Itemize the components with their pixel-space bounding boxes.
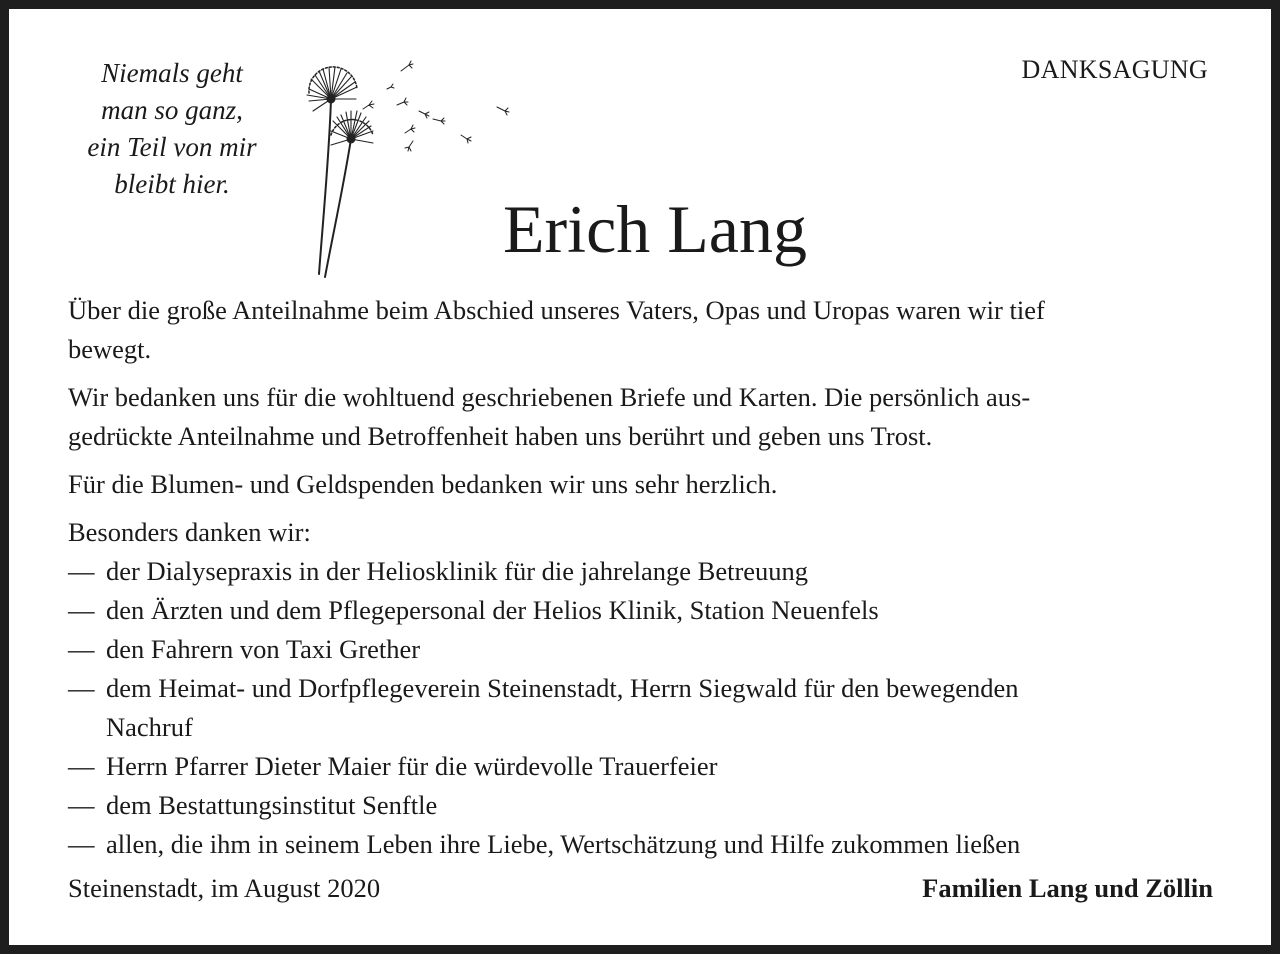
paragraph <box>68 465 1230 504</box>
deceased-name: Erich Lang <box>503 191 807 267</box>
dash-bullet: — <box>68 790 95 820</box>
paragraph-line: Über die große Anteilnahme beim Abschied unseres Vaters, Opas und Uropas waren wir tief <box>68 295 1045 325</box>
paragraph-line: bewegt. <box>68 334 152 364</box>
signature: Familien Lang und Zöllin <box>922 873 1213 903</box>
paragraph-line: Für die Blumen- und Geldspenden bedanken wir uns sehr herzlich. <box>68 469 778 499</box>
list-item-text: den Ärzten und dem Pflegepersonal der Helios Klinik, Station Neuenfels <box>106 595 879 625</box>
place-date: Steinenstadt, im August 2020 <box>68 873 381 903</box>
poem-line: man so ganz, <box>101 95 243 125</box>
list-item-text: dem Bestattungsinstitut Senftle <box>106 790 438 820</box>
list-item <box>68 786 1230 825</box>
list-item-continuation: Nachruf <box>106 712 193 742</box>
paragraph <box>68 378 1230 456</box>
list-item <box>68 669 1230 747</box>
list-item <box>68 747 1230 786</box>
paragraph-line: gedrückte Anteilnahme und Betroffenheit haben uns berührt und geben uns Trost. <box>68 421 933 451</box>
paragraph-line: Wir bedanken uns für die wohltuend geschriebenen Briefe und Karten. Die persönlich aus- <box>68 382 1031 412</box>
poem <box>61 55 283 203</box>
list-item-text: den Fahrern von Taxi Grether <box>106 634 421 664</box>
list-item <box>68 630 1230 669</box>
notice-body <box>68 291 1230 864</box>
list-item <box>68 552 1230 591</box>
list-item <box>68 591 1230 630</box>
list-item <box>68 825 1230 864</box>
thanks-intro: Besonders danken wir: <box>68 517 311 547</box>
list-item-text: Herrn Pfarrer Dieter Maier für die würdevolle Trauerfeier <box>106 751 718 781</box>
thanks-list <box>68 552 1230 864</box>
dash-bullet: — <box>68 595 95 625</box>
poem-line: bleibt hier. <box>114 169 230 199</box>
list-item-text: dem Heimat- und Dorfpflegeverein Steinenstadt, Herrn Siegwald für den bewegenden <box>106 673 1019 703</box>
notice-heading: DANKSAGUNG <box>1021 55 1208 84</box>
list-item-text: der Dialysepraxis in der Heliosklinik für die jahrelange Betreuung <box>106 556 809 586</box>
dash-bullet: — <box>68 751 95 781</box>
dash-bullet: — <box>68 673 95 703</box>
dash-bullet: — <box>68 829 95 859</box>
poem-line: Niemals geht <box>101 58 243 88</box>
dash-bullet: — <box>68 556 95 586</box>
list-item-text: allen, die ihm in seinem Leben ihre Liebe, Wertschätzung und Hilfe zukommen ließen <box>106 829 1021 859</box>
dash-bullet: — <box>68 634 95 664</box>
thanks-section <box>68 513 1230 864</box>
paragraph <box>68 291 1230 369</box>
poem-line: ein Teil von mir <box>87 132 257 162</box>
